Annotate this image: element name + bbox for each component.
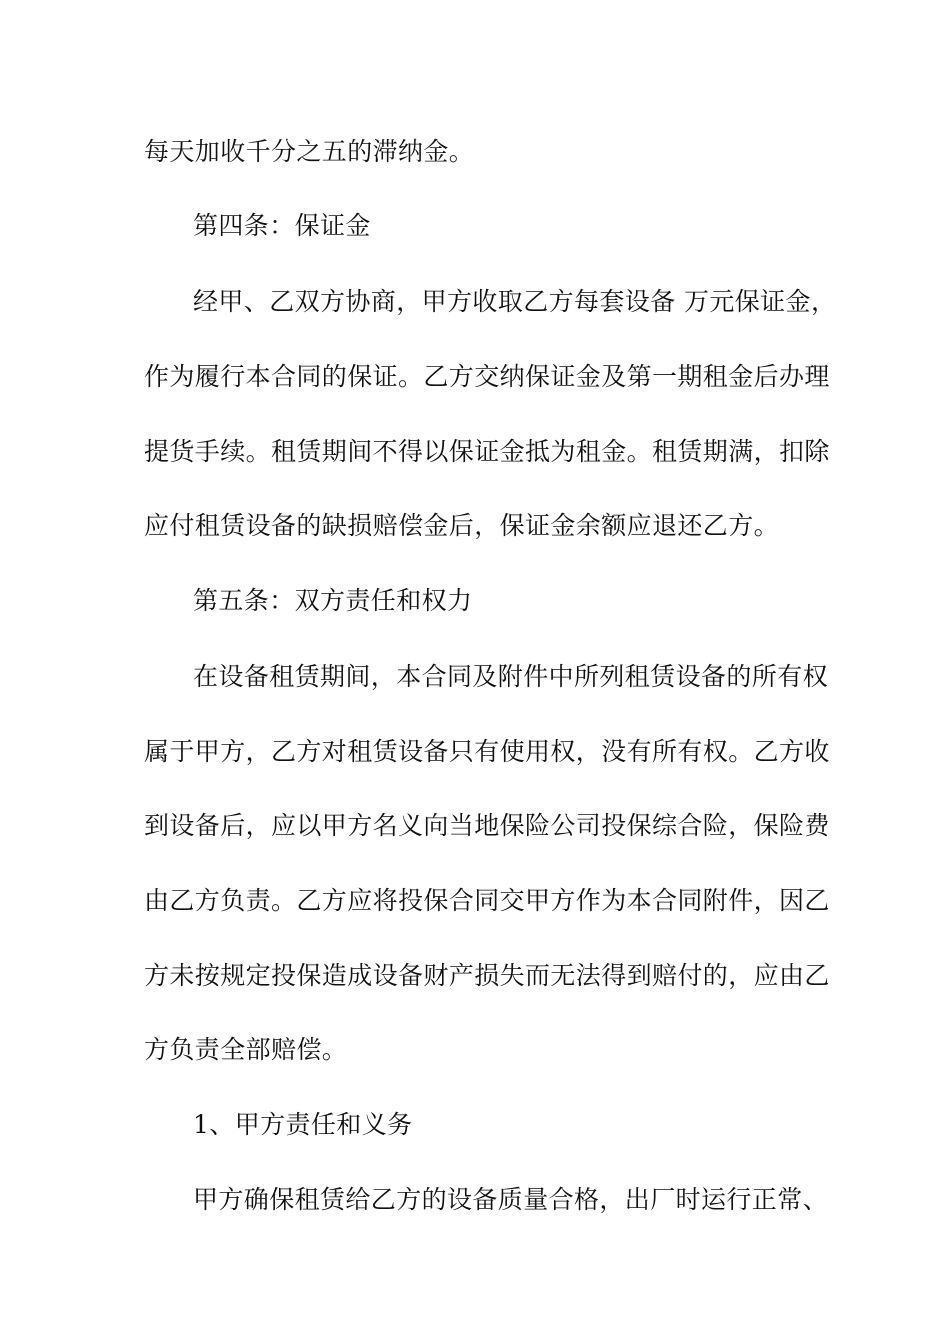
paragraph-line-4: 作为履行本合同的保证。乙方交纳保证金及第一期租金后办理 (144, 362, 830, 391)
paragraph-line-13: 方负责全部赔偿。 (144, 1035, 348, 1064)
paragraph-line-6: 应付租赁设备的缺损赔偿金后，保证金余额应退还乙方。 (144, 511, 780, 540)
paragraph-line-11: 由乙方负责。乙方应将投保合同交甲方作为本合同附件，因乙 (144, 886, 830, 915)
paragraph-line-5: 提货手续。租赁期间不得以保证金抵为租金。租赁期满，扣除 (144, 437, 830, 466)
paragraph-line-12: 方未按规定投保造成设备财产损失而无法得到赔付的，应由乙 (144, 961, 830, 990)
paragraph-line-15: 甲方确保租赁给乙方的设备质量合格，出厂时运行正常、 (193, 1185, 829, 1214)
paragraph-line-1: 每天加收千分之五的滞纳金。 (144, 137, 475, 166)
paragraph-line-8: 在设备租赁期间，本合同及附件中所列租赁设备的所有权 (193, 662, 829, 691)
paragraph-line-3: 经甲、乙双方协商，甲方收取乙方每套设备 万元保证金， (193, 287, 837, 316)
subsection-heading-party-a: 1、甲方责任和义务 (193, 1110, 413, 1139)
paragraph-line-10: 到设备后，应以甲方名义向当地保险公司投保综合险，保险费 (144, 811, 830, 840)
section-heading-article-5: 第五条：双方责任和权力 (193, 586, 473, 615)
section-heading-article-4: 第四条：保证金 (193, 211, 371, 240)
paragraph-line-9: 属于甲方，乙方对租赁设备只有使用权，没有所有权。乙方收 (144, 737, 830, 766)
